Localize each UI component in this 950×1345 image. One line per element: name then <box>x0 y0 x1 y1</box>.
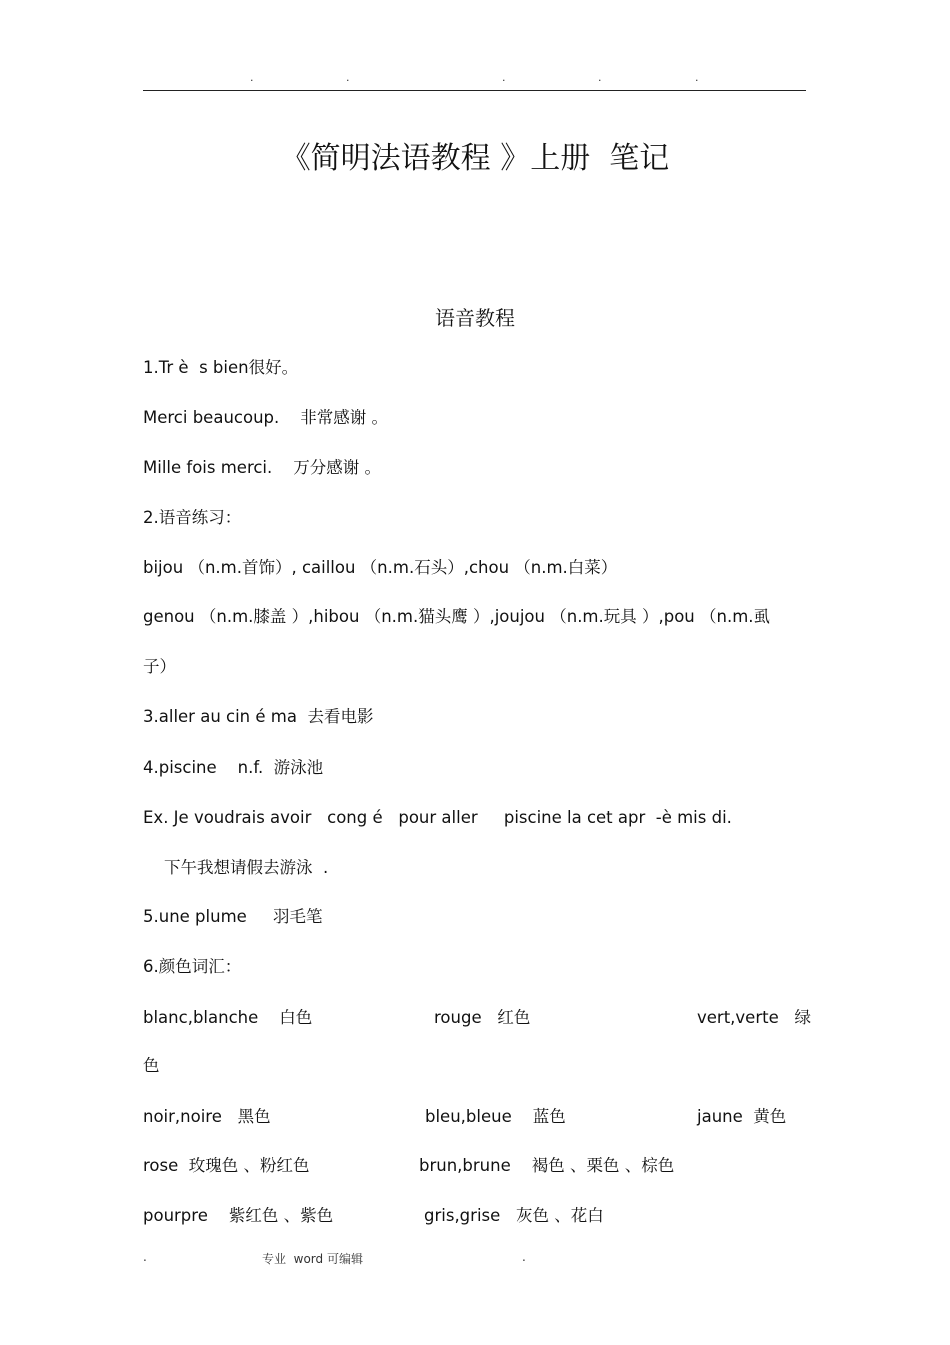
section-title: 语音教程 <box>435 306 515 330</box>
header-dot: . <box>598 71 602 84</box>
color-term: gris,grise 灰色 、花白 <box>424 1206 604 1225</box>
text-line: 2.语音练习： <box>143 508 242 527</box>
header-dot: . <box>250 71 254 84</box>
color-term: 色 <box>143 1056 160 1075</box>
text-line: bijou （n.m.首饰）, caillou （n.m.石头）,chou （n.m.白菜） <box>143 558 618 577</box>
header-dots <box>0 72 950 84</box>
footer-left: . <box>143 1250 147 1264</box>
text-line: 4.piscine n.f. 游泳池 <box>143 758 324 777</box>
color-term: blanc,blanche 白色 <box>143 1008 313 1027</box>
text-line: 1.Tr è s bien很好。 <box>143 358 299 377</box>
header-dot: . <box>695 71 699 84</box>
color-term: bleu,bleue 蓝色 <box>425 1107 566 1126</box>
text-line: 子） <box>143 657 176 676</box>
text-line: 下午我想请假去游泳 . <box>143 858 329 877</box>
color-term: vert,verte 绿 <box>697 1008 811 1027</box>
text-line: Merci beaucoup. 非常感谢 。 <box>143 408 388 427</box>
color-term: rose 玫瑰色 、粉红色 <box>143 1156 310 1175</box>
text-line: 5.une plume 羽毛笔 <box>143 907 323 926</box>
header-dot: . <box>502 71 506 84</box>
text-line: 3.aller au cin é ma 去看电影 <box>143 707 374 726</box>
header-dot: . <box>346 71 350 84</box>
color-term: jaune 黄色 <box>697 1107 787 1126</box>
document-title: 《简明法语教程 》上册 笔记 <box>280 141 670 176</box>
header-rule <box>143 90 806 91</box>
text-line: 6.颜色词汇： <box>143 957 242 976</box>
text-line: genou （n.m.膝盖 ）,hibou （n.m.猫头鹰 ）,joujou （n.m.玩具 ）,pou （n.m.虱 <box>143 607 771 626</box>
color-term: pourpre 紫红色 、紫色 <box>143 1206 334 1225</box>
page-footer <box>0 1250 950 1270</box>
color-term: rouge 红色 <box>434 1008 531 1027</box>
text-line: Mille fois merci. 万分感谢 。 <box>143 458 381 477</box>
footer-center: 专业 word 可编辑 <box>262 1252 363 1266</box>
color-term: noir,noire 黑色 <box>143 1107 271 1126</box>
footer-right: . <box>522 1250 526 1264</box>
color-term: brun,brune 褐色 、栗色 、棕色 <box>419 1156 675 1175</box>
text-line: Ex. Je voudrais avoir cong é pour aller piscine la cet apr -è mis di. <box>143 808 732 827</box>
